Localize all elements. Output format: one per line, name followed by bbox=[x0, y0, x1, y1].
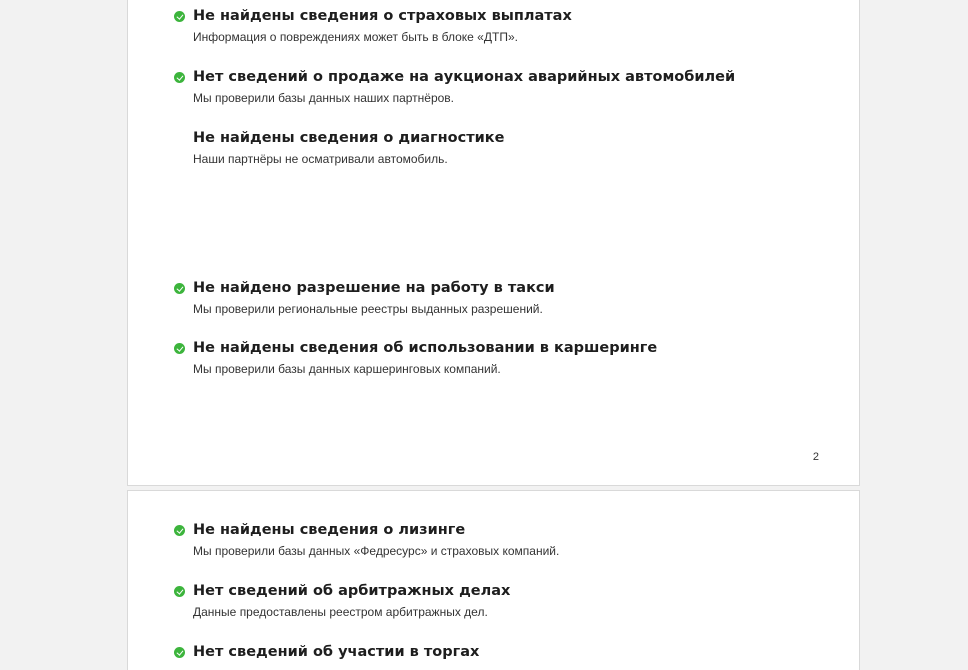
report-item-carsharing bbox=[172, 339, 839, 377]
report-item-taxi-permit bbox=[172, 279, 839, 317]
report-item-leasing bbox=[172, 521, 839, 559]
item-description: Мы проверили базы данных наших партнёров. bbox=[193, 91, 455, 105]
item-title: Нет сведений об участии в торгах bbox=[193, 644, 480, 660]
check-circle-icon bbox=[174, 11, 185, 22]
item-title: Не найдены сведения об использовании в каршеринге bbox=[193, 340, 658, 356]
check-circle-icon bbox=[174, 647, 185, 658]
document-page bbox=[127, 0, 860, 486]
item-title: Не найдены сведения о диагностике bbox=[193, 130, 505, 146]
page-number: 2 bbox=[812, 451, 819, 463]
item-title: Не найдены сведения о лизинге bbox=[193, 522, 466, 538]
report-item-auctions bbox=[172, 643, 839, 661]
check-circle-icon bbox=[174, 586, 185, 597]
check-circle-icon bbox=[174, 283, 185, 294]
report-item-arbitration bbox=[172, 582, 839, 620]
item-description: Данные предоставлены реестром арбитражных дел. bbox=[193, 605, 488, 619]
report-item-diagnostics bbox=[172, 129, 839, 167]
item-description: Наши партнёры не осматривали автомобиль. bbox=[193, 152, 448, 166]
item-description: Мы проверили базы данных «Федресурс» и страховых компаний. bbox=[193, 544, 560, 558]
check-circle-icon bbox=[174, 525, 185, 536]
check-circle-icon bbox=[174, 72, 185, 83]
item-title: Не найдено разрешение на работу в такси bbox=[193, 280, 555, 296]
report-item-insurance-payments bbox=[172, 7, 839, 45]
item-title: Не найдены сведения о страховых выплатах bbox=[193, 8, 572, 24]
item-description: Мы проверили региональные реестры выданных разрешений. bbox=[193, 302, 543, 316]
item-title: Нет сведений об арбитражных делах bbox=[193, 583, 511, 599]
item-description: Информация о повреждениях может быть в блоке «ДТП». bbox=[193, 30, 518, 44]
item-title: Нет сведений о продаже на аукционах аварийных автомобилей bbox=[193, 69, 736, 85]
check-circle-icon bbox=[174, 343, 185, 354]
document-page bbox=[127, 490, 860, 670]
report-item-salvage-auctions bbox=[172, 68, 839, 106]
item-description: Мы проверили базы данных каршеринговых компаний. bbox=[193, 362, 501, 376]
